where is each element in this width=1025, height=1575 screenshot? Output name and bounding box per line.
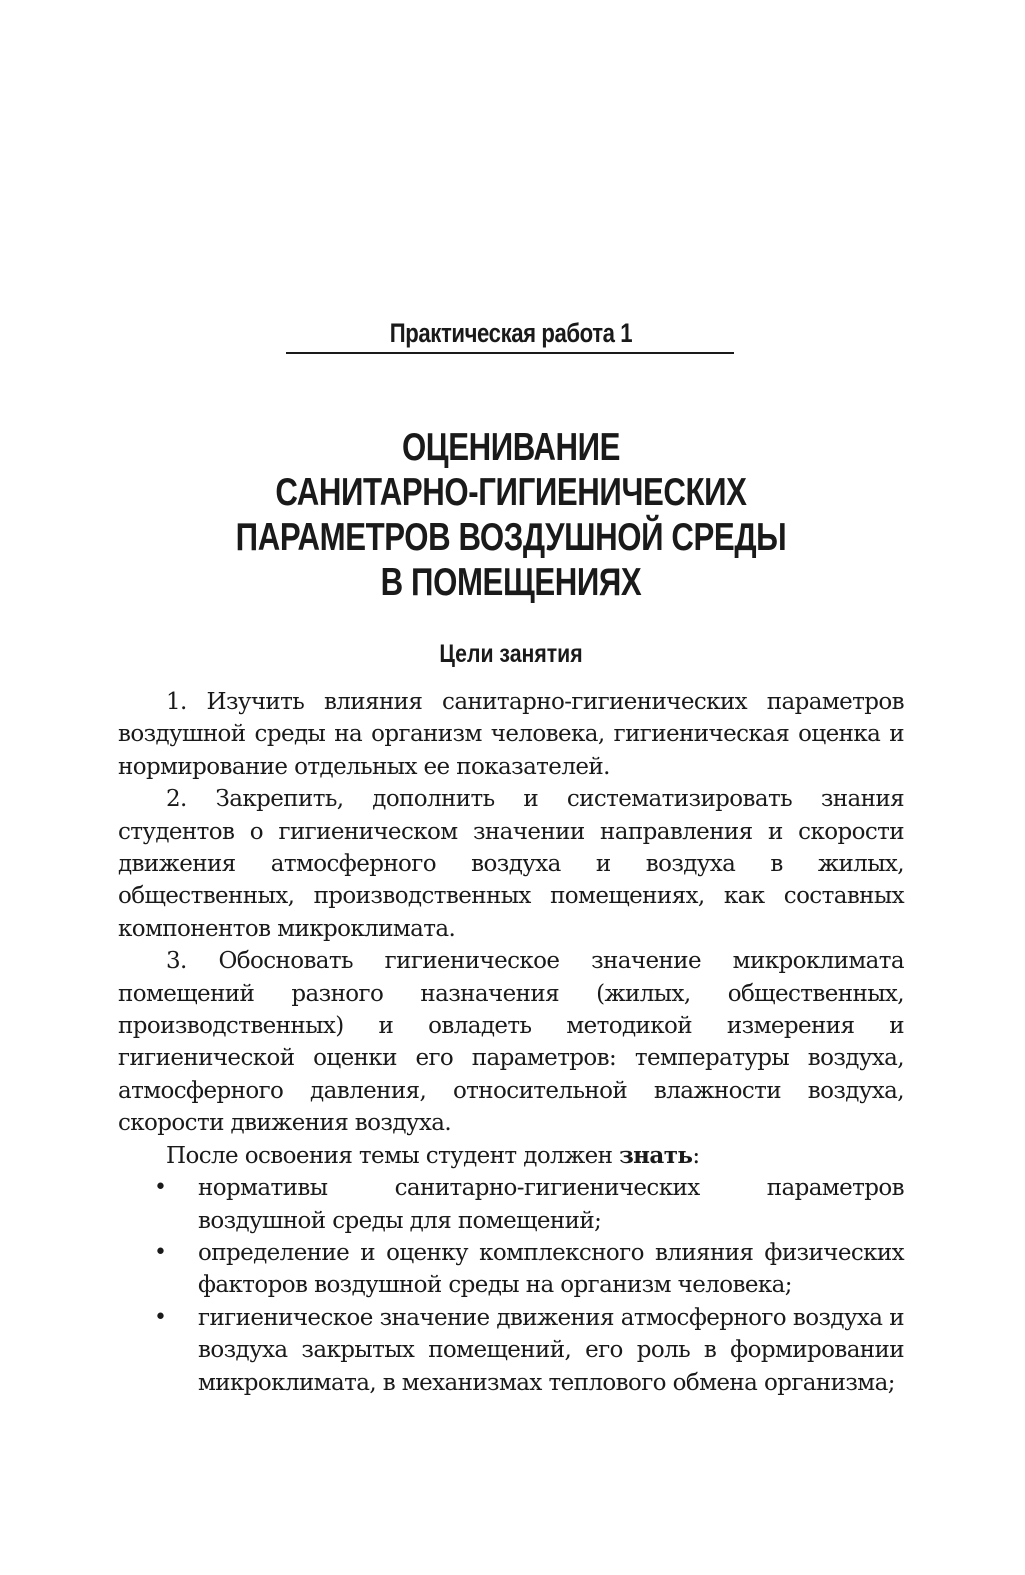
body-text — [118, 686, 904, 1399]
knowledge-intro — [118, 1140, 904, 1172]
title-line: ОЦЕНИВАНИЕ — [401, 426, 621, 469]
title-line: ПАРАМЕТРОВ ВОЗДУШНОЙ СРЕДЫ — [235, 516, 787, 559]
bullet-icon: • — [154, 1304, 167, 1330]
knowledge-list — [118, 1172, 904, 1399]
title-line: САНИТАРНО-ГИГИЕНИЧЕСКИХ — [275, 471, 747, 514]
list-item-text: определение и оценку комплексного влияния физических факторов воздушной среды на организм человека; — [198, 1239, 904, 1299]
list-item-text: нормативы санитарно-гигиенических параметров воздушной среды для помещений; — [198, 1175, 904, 1234]
goal-paragraph: 3. Обосновать гигиеническое значение микроклимата помещений разного назначения (жилых, общественных, производственных) и овладеть методикой измерения и гигиенической оценки его параметров: температуры воздуха, атмосферного давления, относительной влажности воздуха, скорости движения воздуха. — [118, 948, 904, 1137]
knowledge-intro-emphasis: знать — [619, 1141, 693, 1169]
document-page — [118, 0, 904, 1575]
goals-heading: Цели занятия — [439, 640, 583, 668]
title-line: В ПОМЕЩЕНИЯХ — [380, 561, 642, 604]
bullet-icon: • — [154, 1239, 167, 1265]
bullet-icon: • — [154, 1175, 167, 1201]
list-item-text: гигиеническое значение движения атмосферного воздуха и воздуха закрытых помещений, его роль в формировании микроклимата, в механизмах теплового обмена организма; — [198, 1304, 904, 1396]
label-underline — [286, 352, 734, 354]
list-item — [118, 1302, 904, 1399]
practical-work-label: Практическая работа 1 — [389, 318, 633, 348]
knowledge-intro-prefix: После освоения темы студент должен — [166, 1142, 620, 1169]
page-title — [181, 425, 842, 605]
knowledge-intro-suffix: : — [692, 1142, 700, 1169]
goal-paragraph: 1. Изучить влияния санитарно-гигиенических параметров воздушной среды на организм человека, гигиеническая оценка и нормирование отдельных ее показателей. — [118, 689, 904, 780]
list-item — [118, 1172, 904, 1237]
goal-paragraph: 2. Закрепить, дополнить и систематизировать знания студентов о гигиеническом значении направления и скорости движения атмосферного воздуха и воздуха в жилых, общественных, производственных помещениях, как составных компонентов микроклимата. — [118, 786, 904, 942]
list-item — [118, 1237, 904, 1302]
